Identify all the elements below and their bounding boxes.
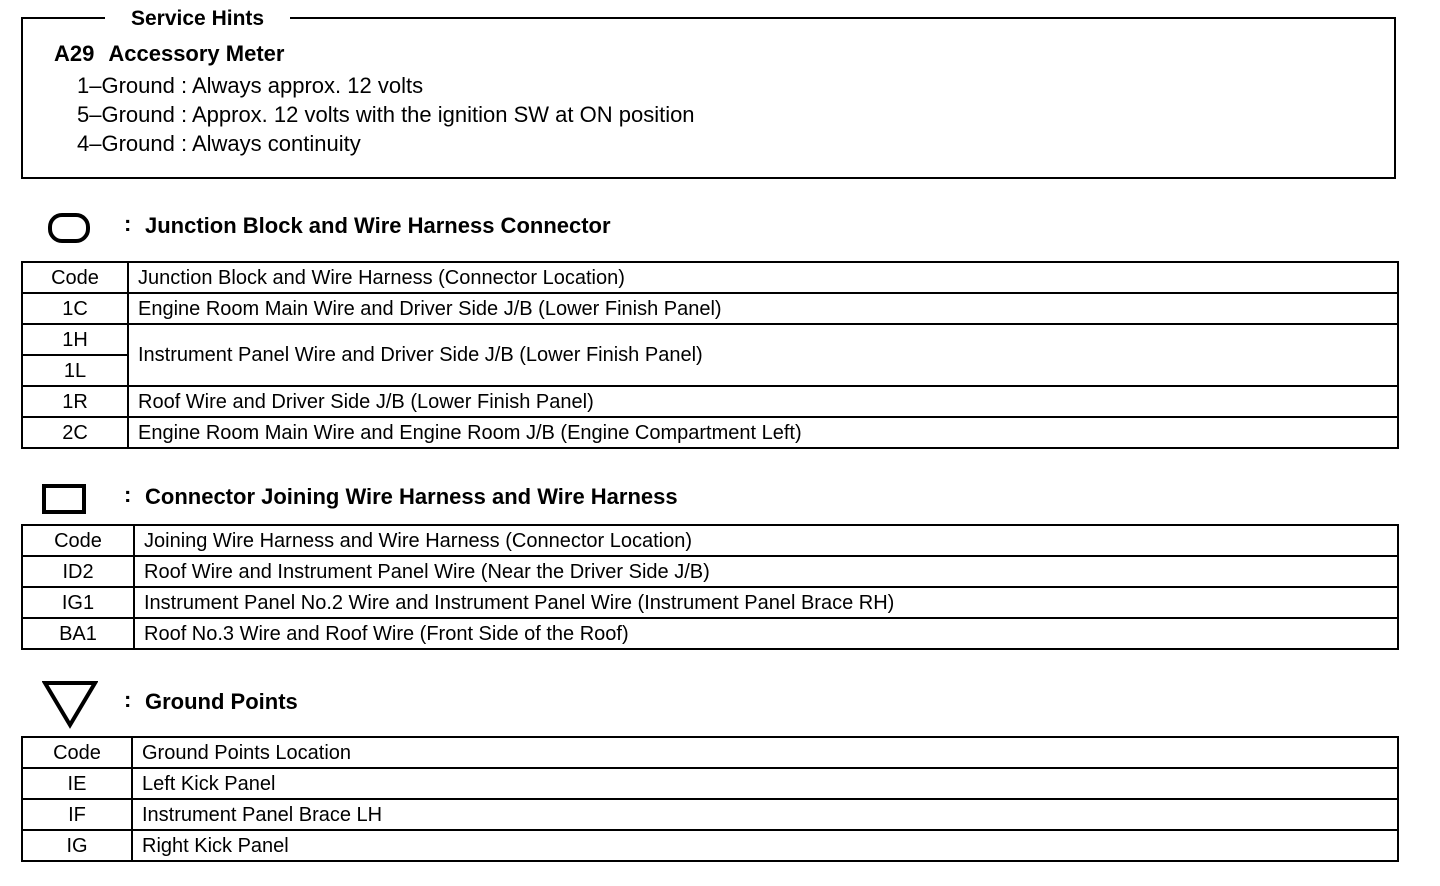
row-location: Engine Room Main Wire and Driver Side J/B (Lower Finish Panel) [128,293,1398,324]
header-location: Ground Points Location [132,737,1398,768]
joining-section-title: Connector Joining Wire Harness and Wire Harness [145,484,678,509]
row-code: ID2 [22,556,134,587]
table-row [22,768,1398,799]
row-location: Right Kick Panel [132,830,1398,861]
table-header-row [22,737,1398,768]
junction-section-heading [20,208,1020,248]
joining-section-heading [20,479,1020,519]
table-row [22,799,1398,830]
connector-name: Accessory Meter [108,41,285,66]
row-code: 1L [22,355,128,386]
row-code: BA1 [22,618,134,649]
table-row [22,587,1398,618]
row-location: Instrument Panel Wire and Driver Side J/B (Lower Finish Panel) [128,324,1398,386]
row-location: Instrument Panel No.2 Wire and Instrument Panel Wire (Instrument Panel Brace RH) [134,587,1398,618]
junction-table [21,261,1399,449]
table-row [22,386,1398,417]
row-code: 1C [22,293,128,324]
header-location: Joining Wire Harness and Wire Harness (Connector Location) [134,525,1398,556]
header-code: Code [22,737,132,768]
service-hints-box [21,7,1396,179]
table-row [22,830,1398,861]
rectangle-icon [42,484,88,516]
table-row [22,293,1398,324]
table-header-row [22,525,1398,556]
row-location: Roof Wire and Driver Side J/B (Lower Finish Panel) [128,386,1398,417]
row-code: IE [22,768,132,799]
joining-table [21,524,1399,650]
hint-line: 1–Ground : Always approx. 12 volts [77,73,424,98]
row-code: IG1 [22,587,134,618]
row-location: Roof No.3 Wire and Roof Wire (Front Side of the Roof) [134,618,1398,649]
row-code: 1R [22,386,128,417]
connector-code: A29 [54,41,95,66]
ground-section-heading [20,680,1020,720]
header-code: Code [22,262,128,293]
table-row [22,556,1398,587]
section-colon: : [124,687,132,712]
row-location: Roof Wire and Instrument Panel Wire (Near the Driver Side J/B) [134,556,1398,587]
junction-section-title: Junction Block and Wire Harness Connector [145,213,611,238]
hint-line: 4–Ground : Always continuity [77,131,361,156]
hint-line: 5–Ground : Approx. 12 volts with the ignition SW at ON position [77,102,695,127]
header-location: Junction Block and Wire Harness (Connector Location) [128,262,1398,293]
row-location: Instrument Panel Brace LH [132,799,1398,830]
section-colon: : [124,482,132,507]
service-hints-legend: Service Hints [105,7,290,31]
connector-heading [54,41,284,67]
table-row [22,324,1398,355]
row-code: IG [22,830,132,861]
row-location: Engine Room Main Wire and Engine Room J/B (Engine Compartment Left) [128,417,1398,448]
row-code: 2C [22,417,128,448]
ground-table [21,736,1399,862]
rounded-rectangle-icon [47,212,91,244]
table-row [22,417,1398,448]
header-code: Code [22,525,134,556]
ground-section-title: Ground Points [145,689,298,714]
section-colon: : [124,211,132,236]
row-code: IF [22,799,132,830]
table-header-row [22,262,1398,293]
table-row [22,618,1398,649]
row-location: Left Kick Panel [132,768,1398,799]
down-triangle-icon [42,680,98,730]
row-code: 1H [22,324,128,355]
